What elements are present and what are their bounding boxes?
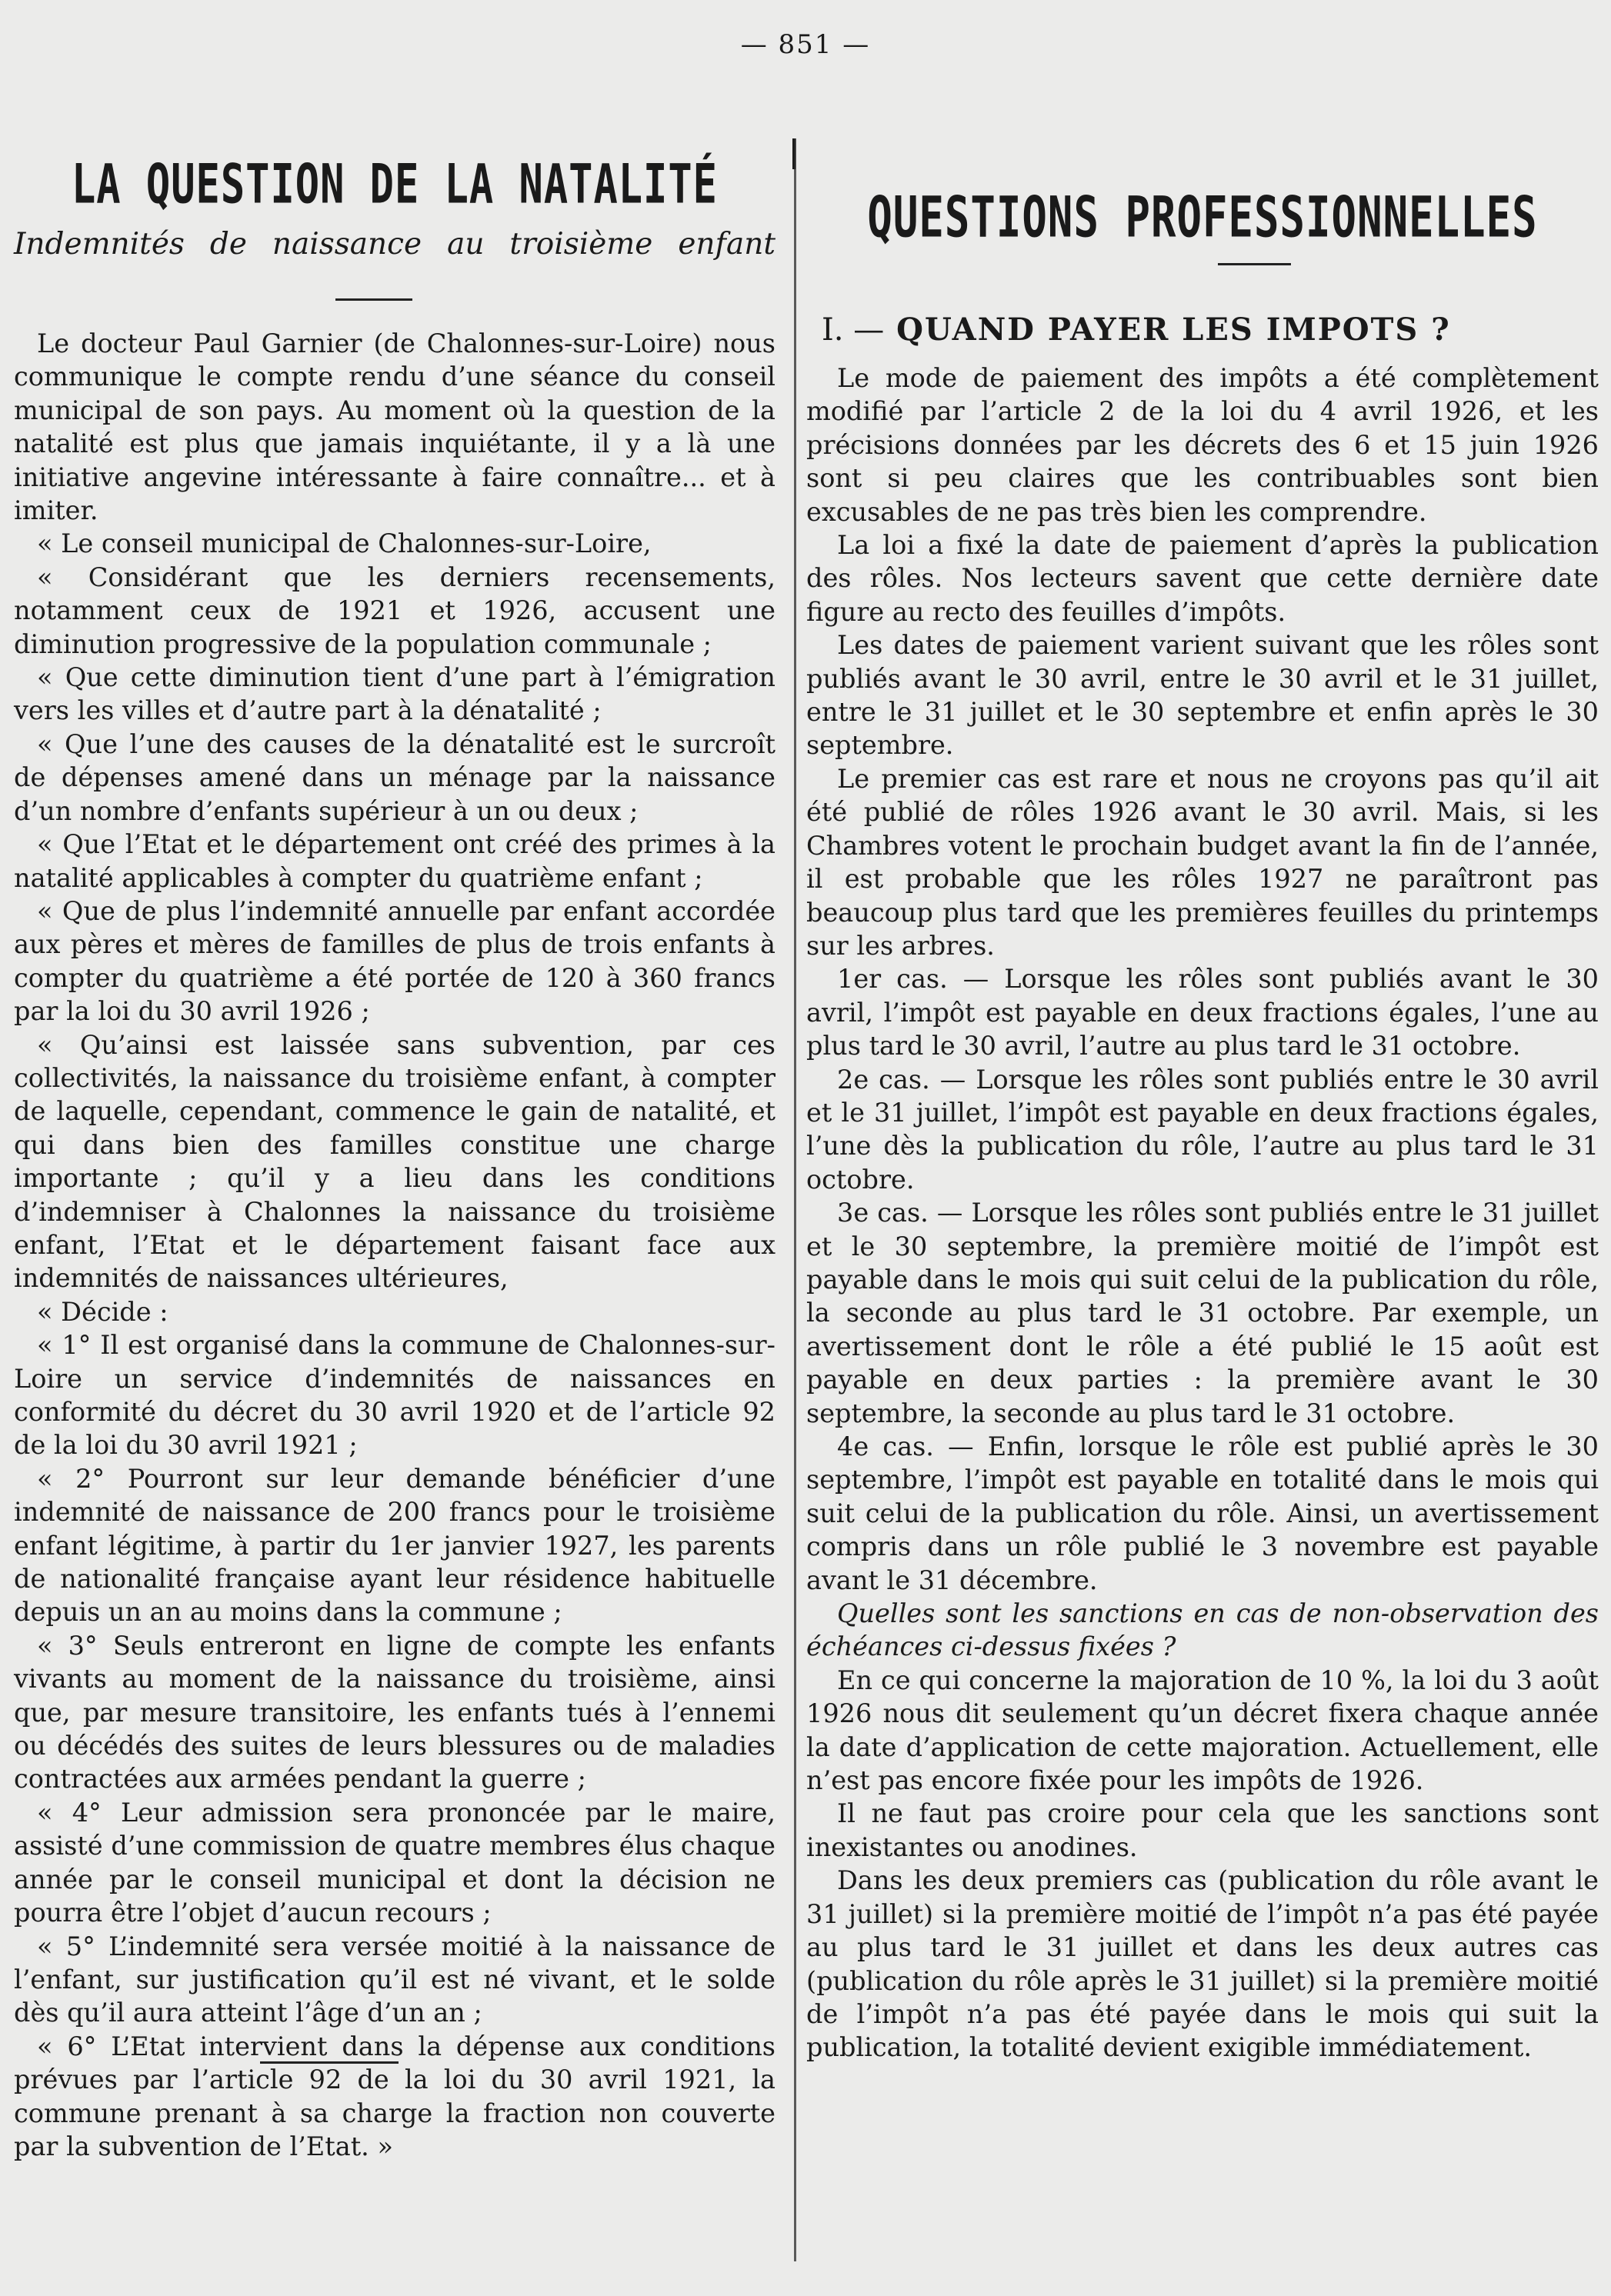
paragraph: La loi a fixé la date de paiement d’après la publication des rôles. Nos lecteurs savent que cette dernière date figure au recto des feuilles d’impôts. (806, 530, 1599, 627)
paragraph: « Considérant que les derniers recensements, notamment ceux de 1921 et 1926, accusent une diminution progressive de la population communale ; (14, 562, 775, 659)
paragraph: 2e cas. — Lorsque les rôles sont publiés entre le 30 avril et le 31 juillet, l’impôt est payable en deux fractions égales, l’une dès la publication du rôle, l’autre au plus tard le 31 octobre. (806, 1064, 1599, 1195)
paragraph: 3e cas. — Lorsque les rôles sont publiés entre le 31 juillet et le 30 septembre, la première moitié de l’impôt est payable dans le mois qui suit celui de la publication du rôle, la seconde au plus tard le 31 octobre. Par exemple, un avertissement dont le rôle a été publié le 15 août est payable en deux parties : la première avant le 30 septembre, la seconde au plus tard le 31 octobre. (806, 1198, 1599, 1428)
end-rule (260, 2061, 399, 2064)
paragraph: « Que l’Etat et le département ont créé des primes à la natalité applicables à compter du quatrième enfant ; (14, 829, 775, 893)
paragraph: Les dates de paiement varient suivant que les rôles sont publiés avant le 30 avril, entre le 30 avril et le 31 juillet, entre le 31 juillet et le 30 septembre et enfin après le 30 septembre. (806, 630, 1599, 761)
section-title (822, 312, 1591, 348)
right-article-body (806, 362, 1599, 2064)
paragraph: « 6° L’Etat intervient dans la dépense aux conditions prévues par l’article 92 de la loi du 30 avril 1921, la commune prenant à sa charge la fraction non couverte par la subvention de l’Etat. » (14, 2031, 775, 2161)
left-article-subtitle: Indemnités de naissance au troisième enfant (14, 227, 775, 262)
paragraph: « 5° L’indemnité sera versée moitié à la naissance de l’enfant, sur justification qu’il est né vivant, et le solde dès qu’il aura atteint l’âge d’un an ; (14, 1931, 775, 2028)
paragraph: « 2° Pourront sur leur demande bénéficier d’une indemnité de naissance de 200 francs pour le troisième enfant légitime, à partir du 1er janvier 1927, les parents de nationalité française ayant leur résidence habituelle depuis un an au moins dans la commune ; (14, 1463, 775, 1628)
paragraph: Le mode de paiement des impôts a été complètement modifié par l’article 2 de la loi du 4 avril 1926, et les précisions données par les décrets des 6 et 15 juin 1926 sont si peu claires que les contribuables sont bien excusables de ne pas très bien les comprendre. (806, 363, 1599, 527)
paragraph: « Que l’une des causes de la dénatalité est le surcroît de dépenses amené dans un ménage par la naissance d’un nombre d’enfants supérieur à un ou deux ; (14, 728, 775, 826)
paragraph: « Qu’ainsi est laissée sans subvention, par ces collectivités, la naissance du troisième enfant, à compter de laquelle, cependant, commence le gain de natalité, et qui dans bien des familles constitue une charge importante ; qu’il y a lieu dans les conditions d’indemniser à Chalonnes la naissance du troisième enfant, l’Etat et le département faisant face aux indemnités de naissances ultérieures, (14, 1029, 775, 1294)
paragraph: « 1° Il est organisé dans la commune de Chalonnes-sur-Loire un service d’indemnités de naissances en conformité du décret du 30 avril 1920 et de l’article 92 de la loi du 30 avril 1921 ; (14, 1330, 775, 1461)
title-rule (335, 298, 412, 301)
paragraph: « Que cette diminution tient d’une part à l’émigration vers les villes et d’autre part à la dénatalité ; (14, 662, 775, 726)
section-number: I. — (822, 312, 885, 348)
paragraph: Le premier cas est rare et nous ne croyons pas qu’il ait été publié de rôles 1926 avant le 30 avril. Mais, si les Chambres votent le prochain budget avant la fin de l’année, il est probable que les rôles 1927 ne paraîtront pas beaucoup plus tard que les premières feuilles du printemps sur les arbres. (806, 763, 1599, 961)
right-article-title: QUESTIONS PROFESSIONNELLES (867, 185, 1538, 251)
paragraph: « Décide : (37, 1296, 168, 1327)
left-article-title: LA QUESTION DE LA NATALITÉ (72, 154, 718, 216)
section-heading: QUAND PAYER LES IMPOTS ? (896, 312, 1451, 348)
title-rule (1218, 263, 1291, 265)
paragraph: « 4° Leur admission sera prononcée par le maire, assisté d’une commission de quatre membres élus chaque année par le conseil municipal et dont la décision ne pourra être l’objet d’aucun recours ; (14, 1797, 775, 1928)
paragraph: « Le conseil municipal de Chalonnes-sur-Loire, (37, 528, 652, 559)
paragraph: 4e cas. — Enfin, lorsque le rôle est publié après le 30 septembre, l’impôt est payable en totalité dans le mois qui suit celui de la publication du rôle. Ainsi, un avertissement compris dans un rôle publié le 3 novembre est payable avant le 31 décembre. (806, 1431, 1599, 1595)
paragraph: 1er cas. — Lorsque les rôles sont publiés avant le 30 avril, l’impôt est payable en deux fractions égales, l’une au plus tard le 30 avril, l’autre au plus tard le 31 octobre. (806, 964, 1599, 1061)
paragraph: Il ne faut pas croire pour cela que les sanctions sont inexistantes ou anodines. (806, 1798, 1599, 1862)
paragraph: En ce qui concerne la majoration de 10 %, la loi du 3 août 1926 nous dit seulement qu’un décret fixera chaque année la date d’application de cette majoration. Actuellement, elle n’est pas encore fixée pour les impôts de 1926. (806, 1665, 1599, 1796)
page-number: — 851 — (740, 29, 871, 60)
column-divider (794, 138, 796, 2261)
paragraph: Le docteur Paul Garnier (de Chalonnes-sur-Loire) nous communique le compte rendu d’une séance du conseil municipal de son pays. Au moment où la question de la natalité est plus que jamais inquiétante, il y a là une initiative angevine intéressante à faire connaître... et à imiter. (14, 328, 775, 526)
paragraph: « Que de plus l’indemnité annuelle par enfant accordée aux pères et mères de familles de plus de trois enfants à compter du quatrième a été portée de 120 à 360 francs par la loi du 30 avril 1926 ; (14, 895, 775, 1027)
paragraph: « 3° Seuls entreront en ligne de compte les enfants vivants au moment de la naissance du troisième, ainsi que, par mesure transitoire, les enfants tués à l’ennemi ou décédés des suites de leurs blessures ou de maladies contractées aux armées pendant la guerre ; (14, 1630, 775, 1794)
left-article-body (14, 327, 775, 2163)
paragraph-question: Quelles sont les sanctions en cas de non-observation des échéances ci-dessus fixées ? (806, 1598, 1599, 1662)
paragraph: Dans les deux premiers cas (publication du rôle avant le 31 juillet) si la première moitié de l’impôt n’a pas été payée au plus tard le 31 juillet et dans les deux autres cas (publication du rôle après le 31 juillet) si la première moitié de l’impôt n’a pas été payée dans le mois qui suit la publication, la totalité devient exigible immédiatement. (806, 1865, 1599, 2063)
